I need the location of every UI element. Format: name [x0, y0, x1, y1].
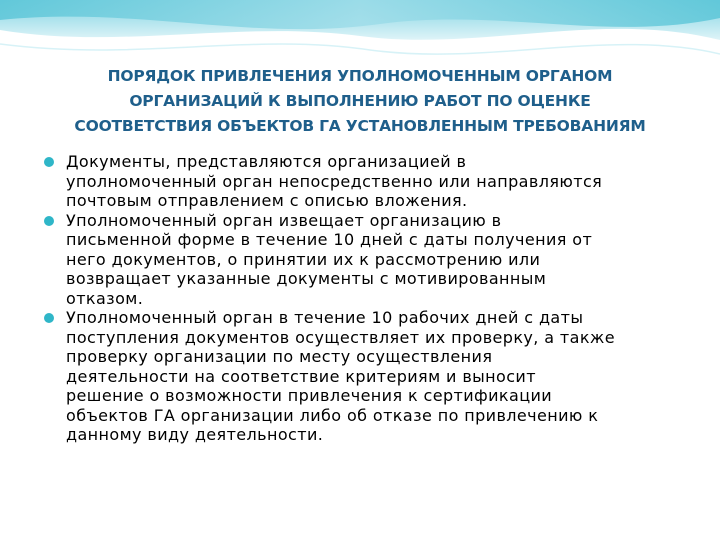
bullet-2-line-5: отказом. [66, 288, 144, 308]
bullet-item-1 [40, 152, 700, 211]
bullet-1-line-2: уполномоченный орган непосредственно или направляются [66, 171, 603, 191]
bullet-3-line-7: данному виду деятельности. [66, 425, 324, 444]
bullet-1-line-3: почтовым отправлением с описью вложения. [66, 191, 468, 210]
bullet-2-line-2: письменной форме в течение 10 дней с даты получения от [66, 230, 593, 249]
title-line-3: СООТВЕТСТВИЯ ОБЪЕКТОВ ГА УСТАНОВЛЕННЫМ ТРЕБОВАНИЯМ [74, 117, 646, 135]
bullet-1-line-1: Документы, представляются организацией в [66, 152, 467, 171]
bullet-dot-icon [44, 216, 54, 226]
title-line-1: ПОРЯДОК ПРИВЛЕЧЕНИЯ УПОЛНОМОЧЕННЫМ ОРГАНОМ [107, 67, 613, 85]
bullet-item-2 [40, 211, 700, 309]
title-line-2: ОРГАНИЗАЦИЙ К ВЫПОЛНЕНИЮ РАБОТ ПО ОЦЕНКЕ [129, 92, 591, 110]
bullet-3-line-5: решение о возможности привлечения к сертификации [66, 386, 553, 405]
bullet-3-line-1: Уполномоченный орган в течение 10 рабочих дней с даты [66, 308, 584, 327]
bullet-3-line-4: деятельности на соответствие критериям и выносит [66, 366, 536, 386]
bullet-2-line-1: Уполномоченный орган извещает организацию в [66, 210, 502, 230]
bullet-3-line-3: проверку организации по месту осуществления [66, 347, 493, 366]
slide-title [20, 64, 700, 139]
bullet-item-3 [40, 308, 700, 445]
bullet-2-line-3: него документов, о принятии их к рассмотрению или [66, 249, 541, 269]
bullet-dot-icon [44, 157, 54, 167]
bullet-3-line-2: поступления документов осуществляет их проверку, а также [66, 327, 615, 347]
bullet-2-line-4: возвращает указанные документы с мотивированным [66, 269, 547, 288]
bullet-3-line-6: объектов ГА организации либо об отказе по привлечению к [66, 405, 599, 425]
wave-line-2 [0, 44, 720, 54]
bullet-dot-icon [44, 313, 54, 323]
bullet-list [40, 152, 700, 445]
